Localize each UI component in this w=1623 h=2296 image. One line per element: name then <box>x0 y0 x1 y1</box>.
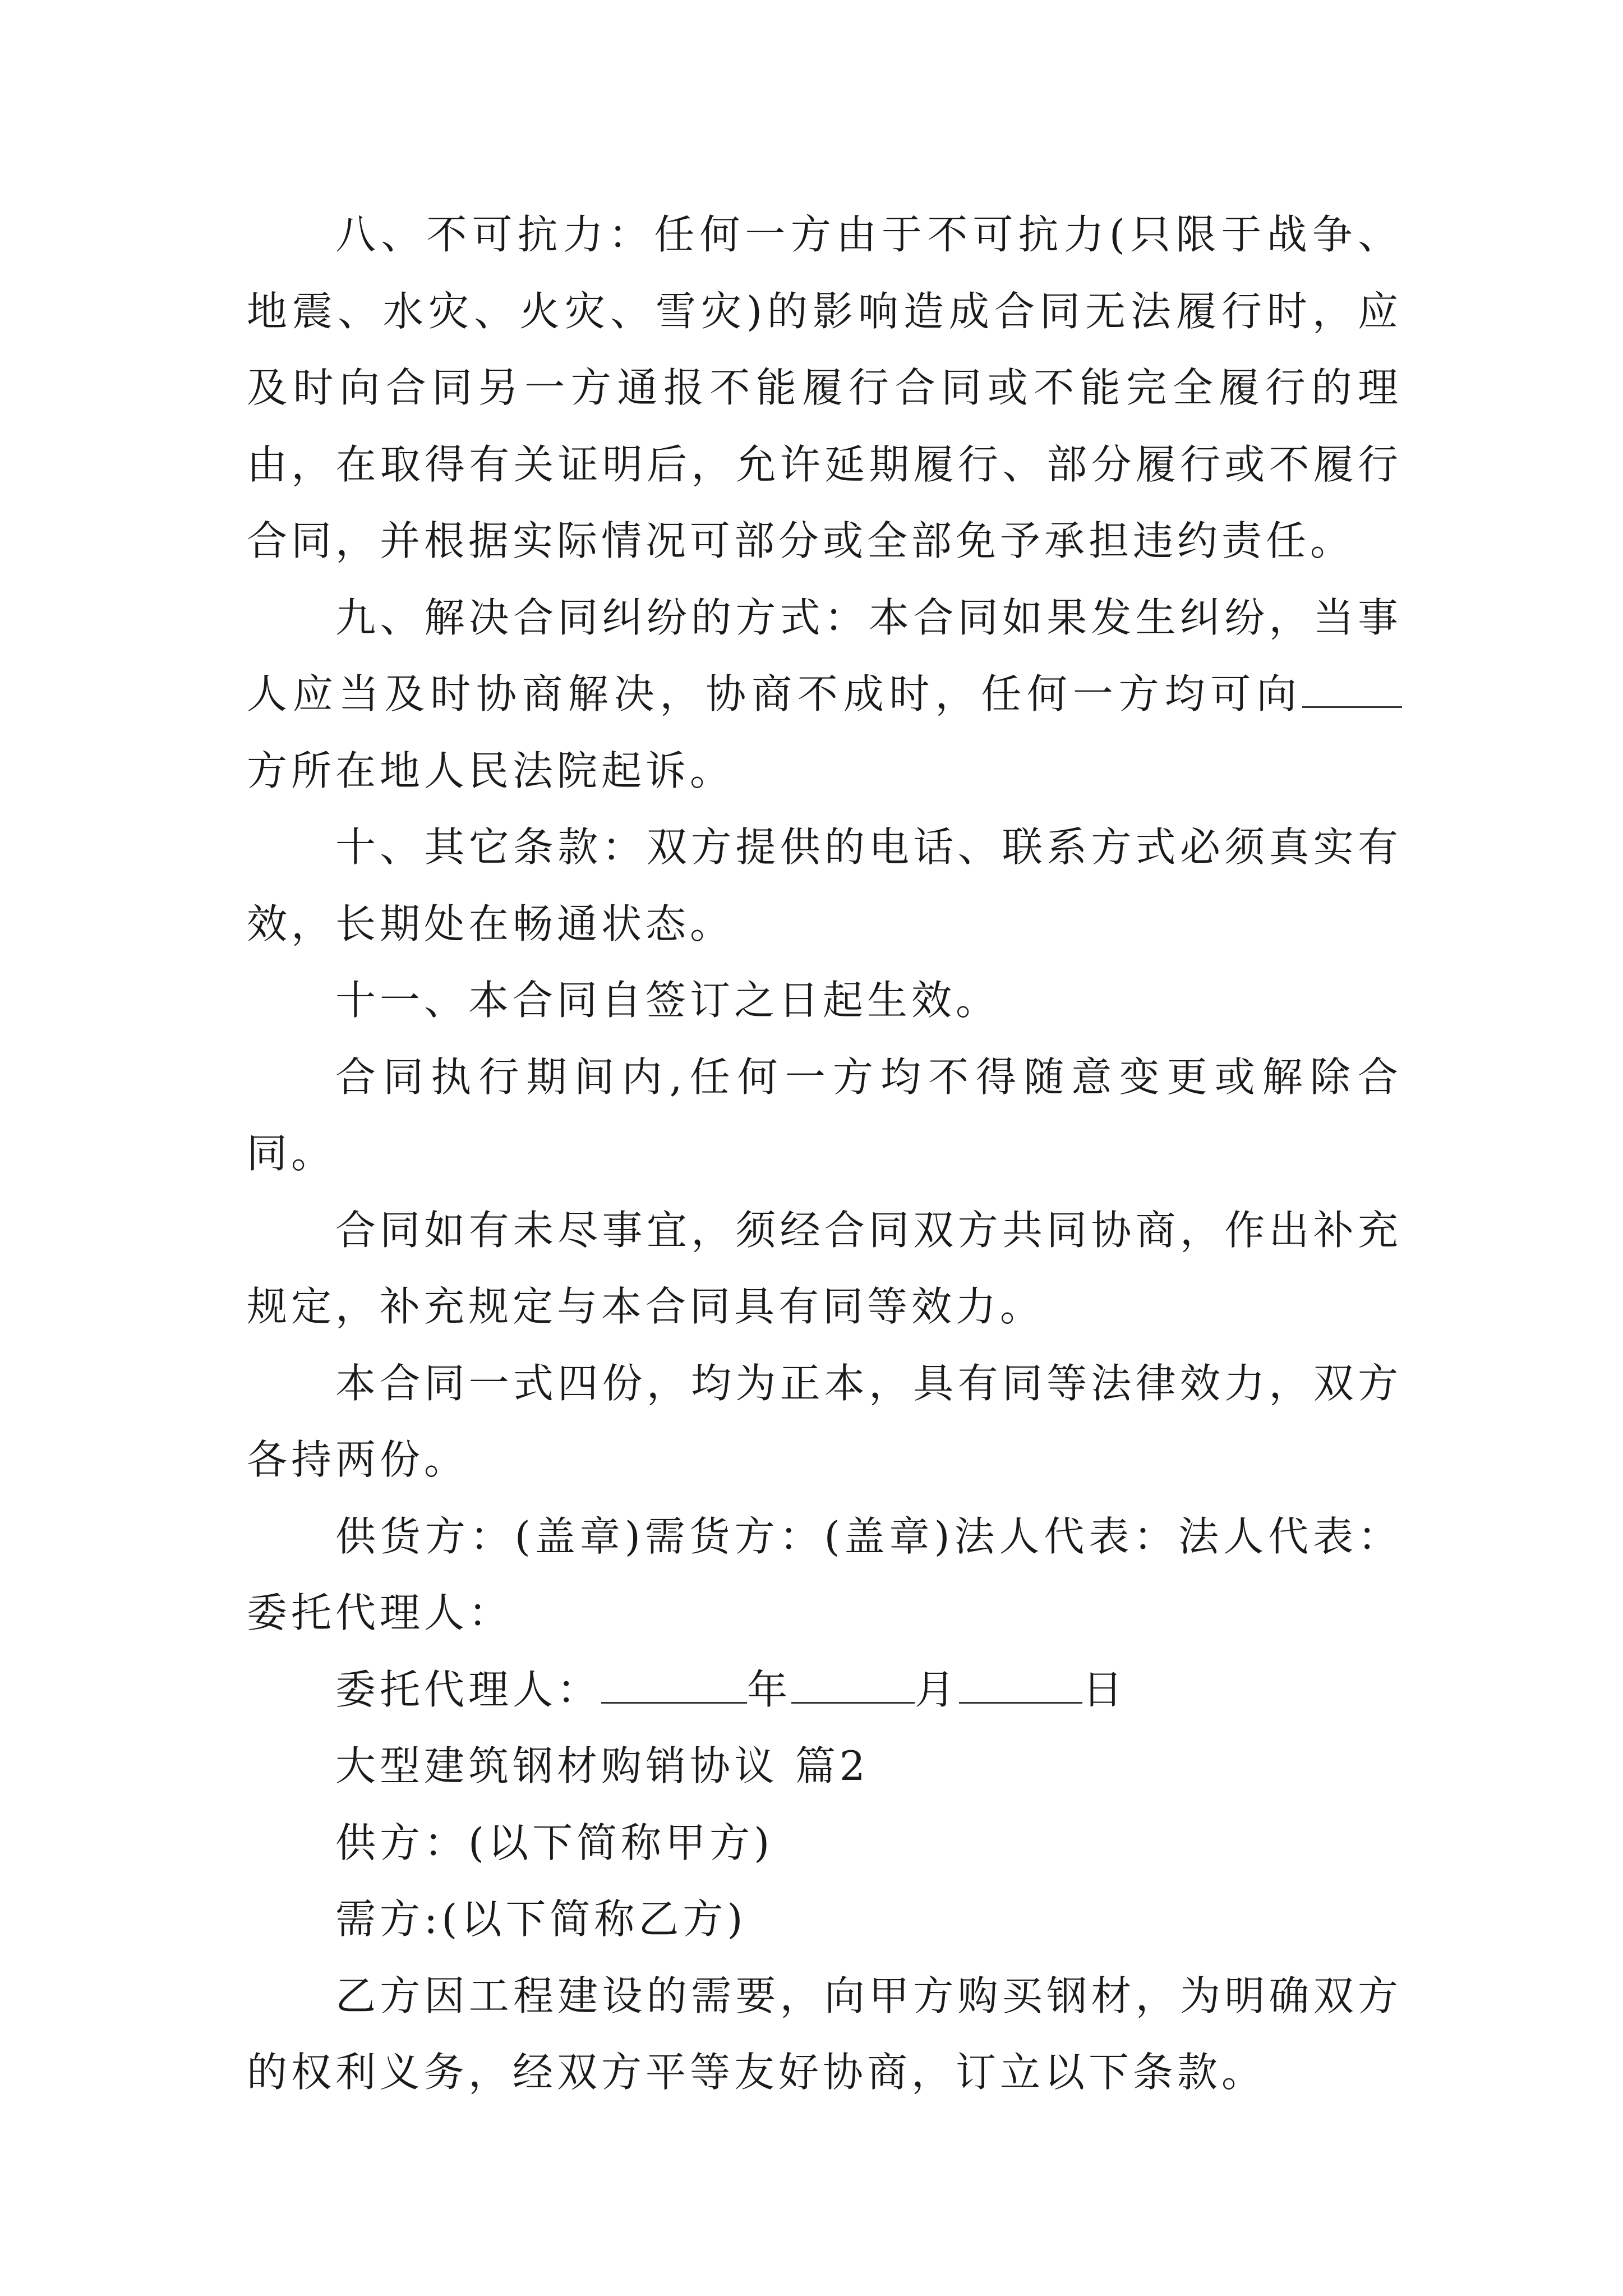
intro-paragraph: 乙方因工程建设的需要，向甲方购买钢材，为明确双方的权利义务，经双方平等友好协商，订立以下条款。 <box>247 1972 1402 2096</box>
clause-other-terms: 十、其它条款：双方提供的电话、联系方式必须真实有效，长期处在畅通状态。 <box>247 823 1402 947</box>
buyer-line: 需方:(以下简称乙方) <box>335 1895 747 1943</box>
clause-effective-date: 十一、本合同自签订之日起生效。 <box>335 977 1000 1024</box>
dispute-text-end: 方所在地人民法院起诉。 <box>247 747 735 794</box>
signature-parties: 供货方：(盖章)需货方：(盖章)法人代表：法人代表：委托代理人： <box>247 1512 1402 1636</box>
supplier-line: 供方：(以下简称甲方) <box>335 1819 774 1866</box>
day-blank <box>959 1663 1082 1703</box>
clause-supplementary: 合同如有未尽事宜，须经合同双方共同协商，作出补充规定，补充规定与本合同具有同等效力。 <box>247 1206 1402 1330</box>
clause-force-majeure: 八、不可抗力：任何一方由于不可抗力(只限于战争、地震、水灾、火灾、雪灾)的影响造成合同无法履行时，应及时向合同另一方通报不能履行合同或不能完全履行的理由，在取得有关证明后，允许延期履行、部分履行或不履行合同，并根据实际情况可部分或全部免予承担违约责任。 <box>247 211 1402 564</box>
clause-dispute-resolution <box>247 579 1402 809</box>
agent-label: 委托代理人： <box>335 1665 602 1713</box>
clause-copies: 本合同一式四份，均为正本，具有同等法律效力，双方各持两份。 <box>247 1359 1402 1483</box>
day-label: 日 <box>1082 1665 1127 1713</box>
section-heading-part2: 大型建筑钢材购销协议 篇2 <box>335 1742 869 1789</box>
month-label: 月 <box>915 1665 960 1713</box>
clause-no-modification: 合同执行期间内,任何一方均不得随意变更或解除合同。 <box>247 1053 1402 1177</box>
month-blank <box>791 1663 915 1703</box>
year-label: 年 <box>747 1665 792 1713</box>
signature-date-line <box>247 1651 1402 1728</box>
dispute-text: 九、解决合同纠纷的方式：本合同如果发生纠纷，当事人应当及时协商解决，协商不成时，任何一方均可向 <box>247 593 1402 717</box>
document-body <box>247 196 1402 2111</box>
year-blank <box>601 1663 747 1703</box>
court-party-blank <box>1302 668 1402 708</box>
